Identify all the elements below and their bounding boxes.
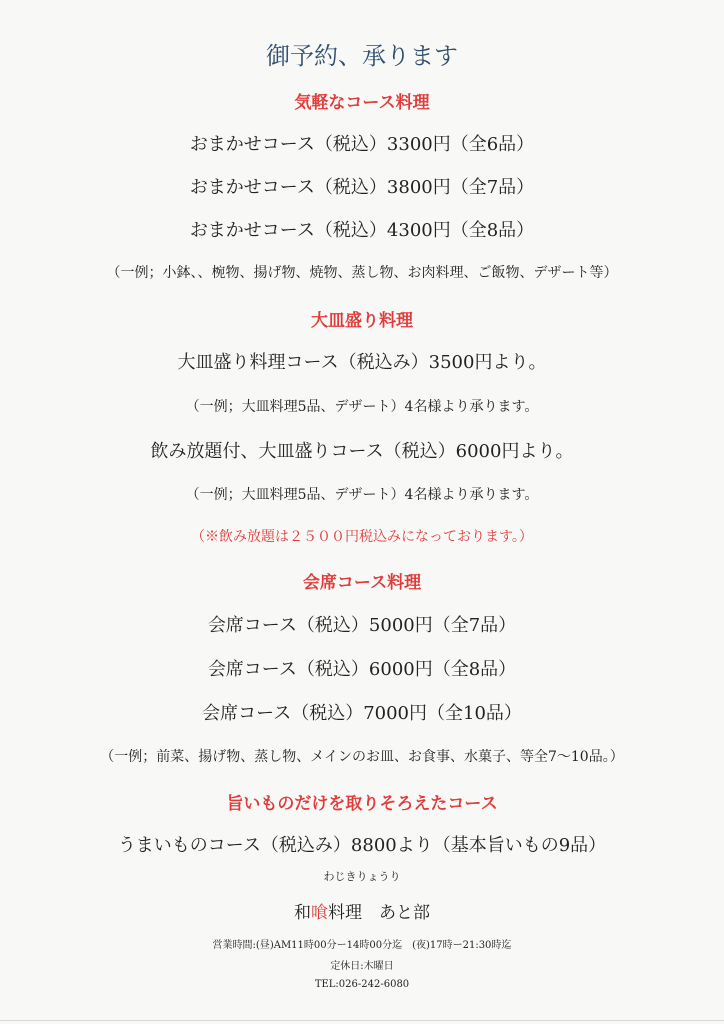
business-hours: 営業時間:(昼)AM11時00分ー14時00分迄 (夜)17時ー21:30時迄 [212,940,512,951]
course-item: うまいものコース（税込み）8800より（基本旨いもの9品） [117,835,607,856]
course-item: おまかせコース（税込）3800円（全7品） [189,177,535,198]
shop-name-accent: 喰 [311,903,328,923]
shop-furigana: わじきりょうり [323,870,401,883]
section-heading-umaimono: 旨いものだけを取りそろえたコース [226,794,498,814]
course-example-note: （一例；小鉢、、椀物、揚げ物、焼物、蒸し物、お肉料理、ご飯物、デザート等） [106,265,618,281]
course-example-note: （一例；前菜、揚げ物、蒸し物、メインのお皿、お食事、水菓子、等全7～10品。） [100,749,624,765]
page-edge-divider [0,1020,724,1021]
course-item: 大皿盛り料理コース（税込み）3500円より。 [177,352,547,373]
closed-day: 定休日:木曜日 [330,961,394,972]
course-example-note: （一例；大皿料理5品、デザート）4名様より承ります。 [185,399,539,415]
shop-name-part1: 和 [294,903,311,923]
course-item: おまかせコース（税込）3300円（全6品） [189,134,535,155]
course-item: 会席コース（税込）5000円（全7品） [207,615,517,636]
section-heading-platter: 大皿盛り料理 [311,311,413,331]
course-item: おまかせコース（税込）4300円（全8品） [189,220,535,241]
section-heading-casual: 気軽なコース料理 [294,93,430,113]
course-item: 飲み放題付、大皿盛りコース（税込）6000円より。 [150,441,574,462]
shop-name-part2: 料理 あと部 [328,903,430,923]
page-title: 御予約、承ります [266,42,458,70]
course-example-note: （一例；大皿料理5品、デザート）4名様より承ります。 [185,487,539,503]
section-heading-kaiseki: 会席コース料理 [302,573,422,593]
shop-name [0,898,724,923]
drink-note: （※飲み放題は２５００円税込みになっております。） [191,529,533,545]
course-item: 会席コース（税込）6000円（全8品） [207,659,517,680]
phone-number: TEL:026-242-6080 [314,979,410,990]
course-item: 会席コース（税込）7000円（全10品） [202,703,522,724]
